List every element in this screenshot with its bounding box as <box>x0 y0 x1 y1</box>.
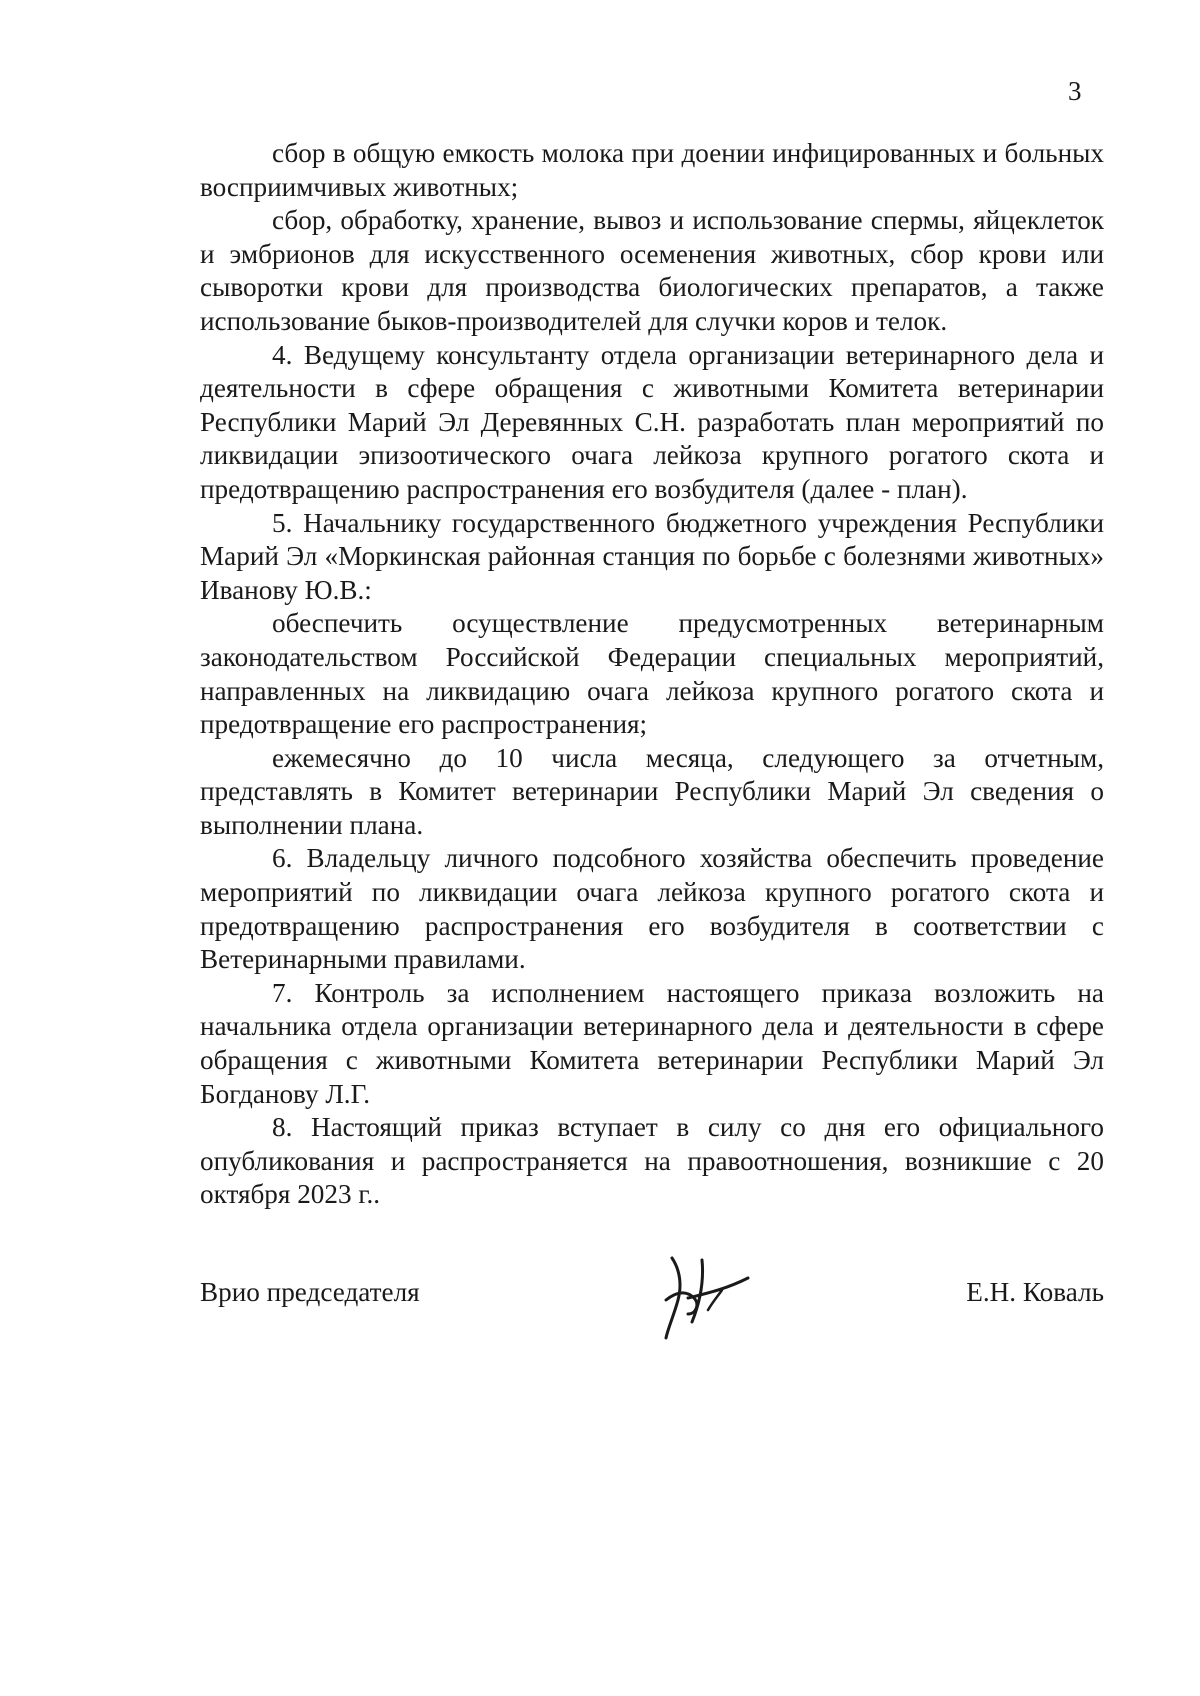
signature-block <box>200 1240 1104 1360</box>
paragraph-item-5-monthly: ежемесячно до 10 числа месяца, следующего за отчетным, представлять в Комитет ветеринарии Республики Марий Эл сведения о выполнении плана. <box>200 742 1104 840</box>
paragraph-milk-collection: сбор в общую емкость молока при доении инфицированных и больных восприимчивых животных; <box>200 138 1104 202</box>
paragraph-item-5-ensure: обеспечить осуществление предусмотренных ветеринарным законодательством Российской Федерации специальных мероприятий, направленных на ликвидацию очага лейкоза крупного рогатого скота и предотвращение его распространения; <box>200 608 1104 740</box>
paragraph-sperm-collection: сбор, обработку, хранение, вывоз и использование спермы, яйцеклеток и эмбрионов для искусственного осеменения животных, сбор крови или сыворотки крови для производства биологических препаратов, а также использование быков-производителей для случки коров и телок. <box>200 205 1104 336</box>
paragraph-item-7: 7. Контроль за исполнением настоящего приказа возложить на начальника отдела организации ветеринарного дела и деятельности в сфере обращения с животными Комитета ветеринарии Республики Марий Эл Богданову Л.Г. <box>200 977 1104 1109</box>
document-body <box>200 137 1104 1212</box>
page-number: 3 <box>1068 76 1082 106</box>
paragraph-item-5: 5. Начальнику государственного бюджетного учреждения Республики Марий Эл «Моркинская районная станция по борьбе с болезнями животных» Иванову Ю.В.: <box>200 507 1104 605</box>
paragraph-item-4: 4. Ведущему консультанту отдела организации ветеринарного дела и деятельности в сфере обращения с животными Комитета ветеринарии Республики Марий Эл Деревянных С.Н. разработать план мероприятий по ликвидации эпизоотического очага лейкоза крупного рогатого скота и предотвращению распространения его возбудителя (далее - план). <box>200 339 1104 504</box>
handwritten-signature <box>652 1240 762 1350</box>
paragraph-item-6: 6. Владельцу личного подсобного хозяйства обеспечить проведение мероприятий по ликвидации очага лейкоза крупного рогатого скота и предотвращению распространения его возбудителя в соответствии с Ветеринарными правилами. <box>200 843 1104 975</box>
signatory-name: Е.Н. Коваль <box>966 1277 1104 1307</box>
paragraph-item-8: 8. Настоящий приказ вступает в силу со дня его официального опубликования и распространяется на правоотношения, возникшие с 20 октября 2023 г.. <box>200 1112 1104 1210</box>
signatory-title: Врио председателя <box>200 1277 420 1307</box>
